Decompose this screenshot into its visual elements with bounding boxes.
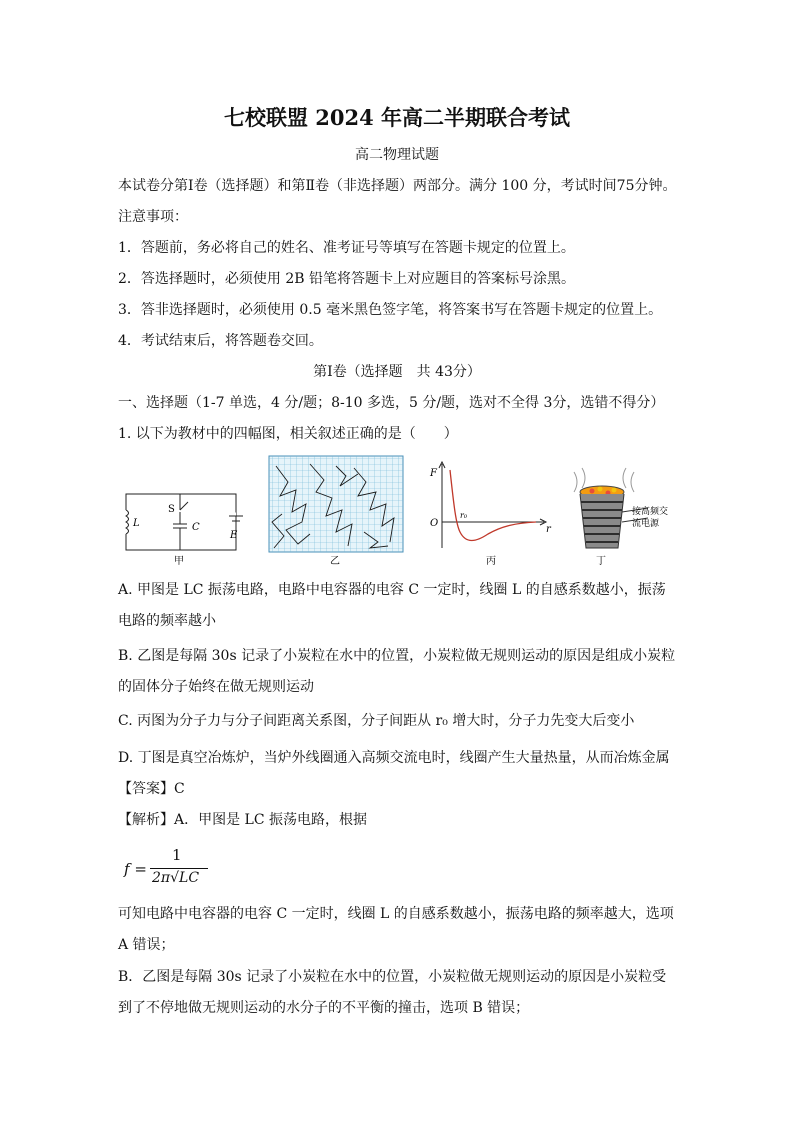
option-a-line-1: A. 甲图是 LC 振荡电路，电路中电容器的电容 C 一定时，线圈 L 的自感系数越小，振荡 — [118, 582, 666, 598]
label-E: E — [230, 530, 238, 541]
option-d: D. 丁图是真空冶炼炉，当炉外线圈通入高频交流电时，线圈产生大量热量，从而冶炼金属 — [118, 750, 670, 766]
analysis-b-line-2: 到了不停地做无规则运动的水分子的不平衡的撞击，选项 B 错误； — [118, 1000, 530, 1016]
caption-jia: 甲 — [174, 556, 184, 567]
option-a-line-2: 电路的频率越小 — [118, 613, 216, 629]
question-1-stem: 1. 以下为教材中的四幅图，相关叙述正确的是（ ） — [118, 426, 458, 442]
option-b-line-1: B. 乙图是每隔 30s 记录了小炭粒在水中的位置，小炭粒做无规则运动的原因是组成小炭粒 — [118, 648, 676, 664]
option-c: C. 丙图为分子力与分子间距离关系图，分子间距从 r₀ 增大时，分子力先变大后变小 — [118, 713, 635, 729]
caption-ding: 丁 — [596, 556, 606, 567]
furnace-label-1: 接高频交 — [632, 507, 669, 517]
section-heading: 一、选择题（1-7 单选，4 分/题；8-10 多选，5 分/题，选对不全得 3分，选错不得分） — [118, 395, 665, 411]
induction-furnace-figure — [570, 452, 700, 570]
notice-title: 注意事项： — [118, 209, 188, 225]
caption-bing: 丙 — [486, 556, 496, 567]
label-L: L — [133, 518, 140, 529]
intro-line: 本试卷分第Ⅰ卷（选择题）和第Ⅱ卷（非选择题）两部分。满分 100 分，考试时间75分钟。 — [118, 178, 677, 194]
analysis-a-intro: 【解析】A．甲图是 LC 振荡电路，根据 — [118, 812, 368, 828]
furnace-label-2: 流电源 — [632, 519, 660, 529]
note-3: 3．答非选择题时，必须使用 0.5 毫米黑色签字笔，将答案书写在答题卡规定的位置上。 — [118, 302, 663, 318]
label-C: C — [192, 522, 200, 533]
label-r0: r₀ — [460, 511, 468, 520]
force-distance-graph — [426, 452, 556, 570]
exam-subtitle: 高二物理试题 — [355, 147, 439, 163]
formula-numerator: 1 — [172, 846, 182, 864]
axis-O: O — [430, 518, 439, 529]
formula-denominator: 2π√LC — [152, 870, 200, 886]
analysis-b-line-1: B．乙图是每隔 30s 记录了小炭粒在水中的位置，小炭粒做无规则运动的原因是小炭粒受 — [118, 969, 667, 985]
option-b-line-2: 的固体分子始终在做无规则运动 — [118, 679, 314, 695]
formula-lhs: f = — [124, 860, 147, 878]
note-1: 1．答题前，务必将自己的姓名、准考证号等填写在答题卡规定的位置上。 — [118, 240, 575, 256]
answer-line: 【答案】C — [118, 781, 185, 797]
axis-r: r — [546, 524, 551, 535]
section-title: 第Ⅰ卷（选择题 共 43分） — [313, 364, 481, 380]
fraction-bar — [150, 868, 208, 869]
lc-circuit-figure — [118, 452, 248, 570]
label-S: S — [168, 504, 175, 515]
axis-F: F — [430, 468, 437, 479]
brownian-motion-figure — [266, 452, 406, 570]
analysis-a-cont-1: 可知电路中电容器的电容 C 一定时，线圈 L 的自感系数越小，振荡电路的频率越大，选项 — [118, 906, 674, 922]
note-4: 4．考试结束后，将答题卷交回。 — [118, 333, 323, 349]
note-2: 2．答选择题时，必须使用 2B 铅笔将答题卡上对应题目的答案标号涂黑。 — [118, 271, 576, 287]
analysis-a-cont-2: A 错误； — [118, 937, 175, 953]
caption-yi: 乙 — [330, 556, 340, 567]
exam-title: 七校联盟 2024 年高二半期联合考试 — [223, 105, 571, 130]
frequency-formula — [124, 848, 244, 892]
